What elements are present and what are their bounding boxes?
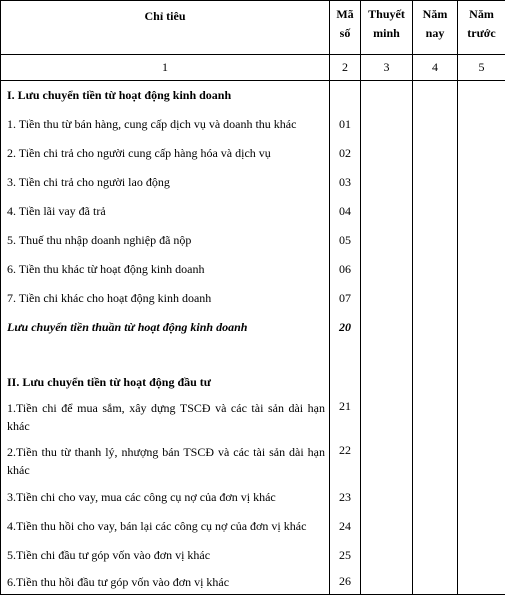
column-index: 3 <box>361 55 413 81</box>
empty-cell <box>458 541 505 570</box>
row-code: 21 <box>330 395 361 439</box>
empty-cell <box>458 255 505 284</box>
section-heading-row <box>1 81 505 110</box>
row-code <box>330 342 361 395</box>
empty-cell <box>413 255 458 284</box>
header-ma-so: Mã số <box>330 1 361 55</box>
row-code: 03 <box>330 168 361 197</box>
empty-cell <box>413 512 458 541</box>
empty-cell <box>458 168 505 197</box>
table-row <box>1 284 505 313</box>
table-row <box>1 541 505 570</box>
column-index: 2 <box>330 55 361 81</box>
row-label: 7. Tiền chi khác cho hoạt động kinh doanh <box>1 284 330 313</box>
table-row <box>1 110 505 139</box>
empty-cell <box>361 255 413 284</box>
row-label: 3.Tiền chi cho vay, mua các công cụ nợ của đơn vị khác <box>1 483 330 512</box>
empty-cell <box>413 395 458 439</box>
empty-cell <box>361 139 413 168</box>
empty-cell <box>458 139 505 168</box>
row-label: 1.Tiền chi để mua sắm, xây dựng TSCĐ và các tài sản dài hạn khác <box>1 395 330 439</box>
empty-cell <box>361 110 413 139</box>
row-label: 5. Thuế thu nhập doanh nghiệp đã nộp <box>1 226 330 255</box>
empty-cell <box>413 541 458 570</box>
row-code <box>330 81 361 110</box>
row-code: 23 <box>330 483 361 512</box>
empty-cell <box>361 439 413 483</box>
row-label: 2. Tiền chi trả cho người cung cấp hàng hóa và dịch vụ <box>1 139 330 168</box>
table-row <box>1 439 505 483</box>
empty-cell <box>413 439 458 483</box>
empty-cell <box>458 439 505 483</box>
row-code: 22 <box>330 439 361 483</box>
column-index: 5 <box>458 55 505 81</box>
header-row <box>1 1 505 55</box>
empty-cell <box>458 226 505 255</box>
header-thuyet-minh: Thuyết minh <box>361 1 413 55</box>
empty-cell <box>361 197 413 226</box>
table-row <box>1 483 505 512</box>
empty-cell <box>458 313 505 342</box>
section-heading-row <box>1 342 505 395</box>
row-label: 1. Tiền thu từ bán hàng, cung cấp dịch vụ và doanh thu khác <box>1 110 330 139</box>
empty-cell <box>458 110 505 139</box>
empty-cell <box>361 512 413 541</box>
header-nam-truoc: Năm trước <box>458 1 505 55</box>
row-code: 04 <box>330 197 361 226</box>
empty-cell <box>361 342 413 395</box>
row-code: 05 <box>330 226 361 255</box>
row-label: 4.Tiền thu hồi cho vay, bán lại các công cụ nợ của đơn vị khác <box>1 512 330 541</box>
column-index: 1 <box>1 55 330 81</box>
row-label: 2.Tiền thu từ thanh lý, nhượng bán TSCĐ và các tài sản dài hạn khác <box>1 439 330 483</box>
row-code: 25 <box>330 541 361 570</box>
empty-cell <box>458 512 505 541</box>
row-label: 3. Tiền chi trả cho người lao động <box>1 168 330 197</box>
section-title: I. Lưu chuyển tiền từ hoạt động kinh doanh <box>1 81 330 110</box>
empty-cell <box>413 313 458 342</box>
empty-cell <box>361 483 413 512</box>
empty-cell <box>361 313 413 342</box>
empty-cell <box>458 395 505 439</box>
empty-cell <box>413 197 458 226</box>
table-row <box>1 139 505 168</box>
row-code: 24 <box>330 512 361 541</box>
empty-cell <box>413 483 458 512</box>
empty-cell <box>458 570 505 595</box>
empty-cell <box>361 81 413 110</box>
empty-cell <box>413 110 458 139</box>
row-code: 02 <box>330 139 361 168</box>
empty-cell <box>413 139 458 168</box>
empty-cell <box>361 284 413 313</box>
empty-cell <box>361 570 413 595</box>
empty-cell <box>458 483 505 512</box>
table-row <box>1 226 505 255</box>
empty-cell <box>361 395 413 439</box>
table-row <box>1 255 505 284</box>
row-code: 06 <box>330 255 361 284</box>
empty-cell <box>413 284 458 313</box>
table-row <box>1 197 505 226</box>
column-index: 4 <box>413 55 458 81</box>
header-nam-nay: Năm nay <box>413 1 458 55</box>
row-code: 26 <box>330 570 361 595</box>
table-row <box>1 570 505 595</box>
empty-cell <box>413 226 458 255</box>
row-label: 6. Tiền thu khác từ hoạt động kinh doanh <box>1 255 330 284</box>
empty-cell <box>361 541 413 570</box>
column-index-row <box>1 55 505 81</box>
empty-cell <box>458 342 505 395</box>
empty-cell <box>413 570 458 595</box>
empty-cell <box>458 81 505 110</box>
total-label: Lưu chuyển tiền thuần từ hoạt động kinh doanh <box>1 313 330 342</box>
table-row <box>1 512 505 541</box>
row-code: 07 <box>330 284 361 313</box>
row-label: 4. Tiền lãi vay đã trả <box>1 197 330 226</box>
empty-cell <box>458 284 505 313</box>
row-label: 6.Tiền thu hồi đầu tư góp vốn vào đơn vị khác <box>1 570 330 595</box>
total-code: 20 <box>330 313 361 342</box>
empty-cell <box>458 197 505 226</box>
row-label: 5.Tiền chi đầu tư góp vốn vào đơn vị khác <box>1 541 330 570</box>
table-row <box>1 395 505 439</box>
empty-cell <box>413 168 458 197</box>
total-row <box>1 313 505 342</box>
empty-cell <box>413 342 458 395</box>
section-title: II. Lưu chuyển tiền từ hoạt động đầu tư <box>1 342 330 395</box>
row-code: 01 <box>330 110 361 139</box>
empty-cell <box>413 81 458 110</box>
table-row <box>1 168 505 197</box>
empty-cell <box>361 226 413 255</box>
header-chi-tieu: Chỉ tiêu <box>1 1 330 55</box>
empty-cell <box>361 168 413 197</box>
